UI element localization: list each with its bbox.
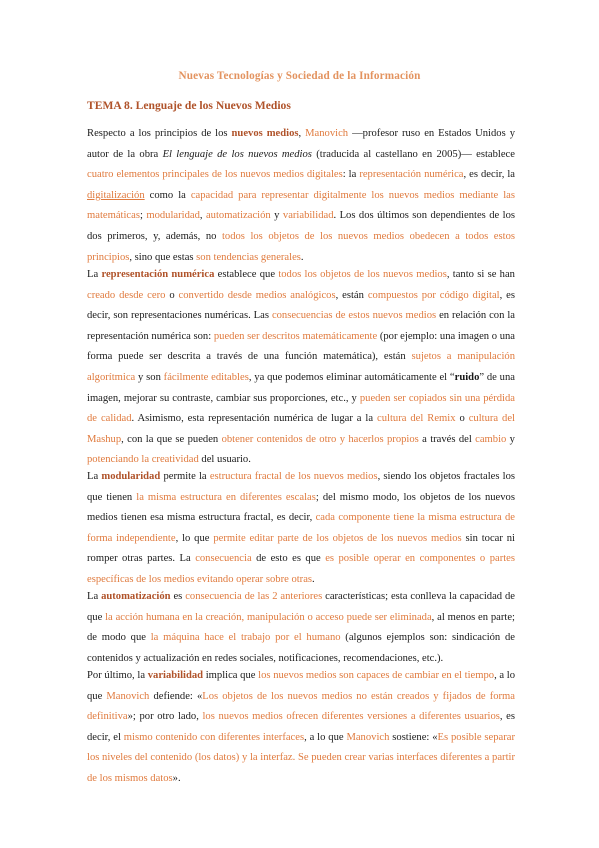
- highlighted-text: modularidad: [146, 210, 200, 222]
- highlighted-text: automatización: [205, 210, 271, 222]
- highlighted-text: cambio: [475, 433, 507, 445]
- paragraph-text: ; del mismo modo, los objetos de los nuevos medios tienen esa misma estructura fractal, es decir,: [87, 491, 515, 524]
- highlighted-text: cultura del Mashup: [87, 413, 515, 445]
- paragraph-text: como la: [144, 189, 191, 201]
- paragraph-text: permite la: [160, 471, 210, 482]
- highlighted-text: consecuencia: [195, 553, 252, 565]
- paragraph-text: en relación con la representación numérica son:: [87, 310, 516, 342]
- paragraph-text: , ya que podemos eliminar automáticamente el “: [248, 371, 455, 383]
- paragraph-variabilidad: [87, 666, 515, 790]
- highlighted-text: nuevos medios: [231, 128, 299, 139]
- highlighted-text: Manovich: [305, 128, 349, 139]
- paragraph-text: establece que: [214, 269, 279, 280]
- paragraph-text: .: [312, 573, 315, 585]
- highlighted-text: los nuevos medios son capaces de cambiar en el tiempo: [258, 670, 495, 681]
- highlighted-text: variabilidad: [282, 210, 334, 222]
- highlighted-text: la acción humana en la creación, manipulación o acceso puede ser eliminada: [105, 611, 432, 623]
- paragraph-text: , siendo los objetos fractales los que tienen: [87, 471, 516, 503]
- paragraph-text: Por último, la: [87, 670, 148, 681]
- highlighted-text: mismo contenido con diferentes interfaces: [123, 731, 305, 743]
- paragraph-text: es: [170, 591, 186, 602]
- highlighted-text: representación numérica: [359, 169, 464, 181]
- highlighted-text: pueden ser copiados sin una pérdida de calidad: [87, 392, 515, 425]
- paragraph-text: defiende: «: [149, 690, 203, 702]
- highlighted-text: ruido: [454, 371, 480, 383]
- highlighted-text: convertido desde medios analógicos: [178, 289, 336, 301]
- paragraph-text: o: [165, 289, 179, 301]
- highlighted-text: todos los objetos de los nuevos medios obedecen a todos estos principios: [87, 230, 515, 263]
- paragraph-text: —profesor ruso en Estados Unidos y autor de la obra: [87, 128, 515, 160]
- highlighted-text: la misma estructura en diferentes escalas: [136, 491, 316, 503]
- paragraph-text: , es decir, el: [87, 711, 515, 743]
- highlighted-text: variabilidad: [147, 670, 204, 681]
- paragraph-text: o: [455, 413, 469, 425]
- paragraph-text: características; esta conlleva la capacidad de que: [87, 591, 515, 623]
- paragraph-text: , a lo que: [87, 670, 516, 702]
- highlighted-text: sujetos a manipulación algorítmica: [87, 351, 515, 383]
- paragraph-text: La: [87, 591, 102, 602]
- highlighted-text: Es posible separar los niveles del contenido (los datos) y la interfaz. Se pueden crear varias interfaces diferentes a partir de los mismos datos: [87, 731, 516, 784]
- highlighted-text: permite editar parte de los objetos de los nuevos medios: [213, 532, 462, 544]
- paragraph-modularidad: [87, 467, 515, 591]
- paragraph-principios: [87, 124, 515, 268]
- paragraph-text: sostiene: «: [389, 731, 438, 743]
- highlighted-text: cultura del Remix: [377, 413, 456, 425]
- highlighted-text: es posible operar en componentes o partes específicas de los medios evitando operar sobre otras: [87, 553, 515, 585]
- highlighted-text: todos los objetos de los nuevos medios: [278, 269, 447, 280]
- highlighted-text: capacidad para representar digitalmente los nuevos medios mediante las matemáticas: [87, 189, 515, 222]
- highlighted-text: Manovich: [106, 690, 150, 702]
- highlighted-text: son tendencias generales: [196, 251, 301, 263]
- highlighted-text: creado desde cero: [87, 289, 166, 301]
- paragraph-representacion-numerica: [87, 265, 515, 471]
- highlighted-text: obtener contenidos de otro y hacerlos propios: [221, 433, 419, 445]
- paragraph-text: , a lo que: [304, 731, 347, 743]
- paragraph-text: , sino que estas: [129, 251, 197, 263]
- paragraph-text: .: [300, 251, 304, 263]
- highlighted-text: estructura fractal de los nuevos medios: [209, 471, 378, 482]
- paragraph-text: . Asimismo, esta representación numérica de lugar a la: [131, 413, 378, 425]
- paragraph-text: y son: [135, 371, 164, 383]
- highlighted-text: cada componente tiene la misma estructura de forma independiente: [87, 512, 515, 544]
- highlighted-text: consecuencia de las 2 anteriores: [185, 591, 323, 602]
- highlighted-text: representación numérica: [101, 269, 215, 280]
- paragraph-text: , es decir, la: [463, 169, 515, 181]
- paragraph-text: a través del: [418, 433, 476, 445]
- highlighted-text: los nuevos medios ofrecen diferentes versiones a diferentes usuarios: [202, 711, 500, 723]
- paragraph-automatizacion: [87, 587, 515, 669]
- highlighted-text: consecuencias de estos nuevos medios: [271, 310, 437, 322]
- paragraph-text: Respecto a los principios de los: [87, 128, 232, 139]
- highlighted-text: automatización: [101, 591, 171, 602]
- paragraph-text: La: [87, 269, 102, 280]
- section-title: TEMA 8. Lenguaje de los Nuevos Medios: [87, 99, 291, 112]
- paragraph-text: (por ejemplo: una imagen o una forma puede ser descrita a través de una función matemática), están: [87, 330, 515, 363]
- highlighted-text: fácilmente editables: [163, 371, 249, 383]
- paragraph-text: ” de una imagen, mejorar su contraste, cambiar sus proporciones, etc., y: [87, 371, 515, 404]
- paragraph-text: ».: [172, 772, 181, 784]
- highlighted-text: potenciando la creatividad: [87, 454, 199, 466]
- paragraph-text: . Los dos últimos son dependientes de los dos primeros, y, además, no: [87, 210, 516, 242]
- paragraph-text: ,: [298, 128, 306, 139]
- paragraph-text: ,: [199, 210, 206, 222]
- highlighted-text: modularidad: [101, 471, 161, 482]
- highlighted-text: El lenguaje de los nuevos medios: [162, 148, 312, 160]
- highlighted-text: Manovich: [346, 731, 390, 743]
- highlighted-text: compuestos por código digital: [367, 289, 500, 301]
- paragraph-text: : la: [342, 169, 360, 181]
- highlighted-text: pueden ser descritos matemáticamente: [213, 330, 378, 342]
- highlighted-text: la máquina hace el trabajo por el humano: [150, 632, 341, 644]
- paragraph-text: , tanto si se han: [446, 269, 515, 280]
- paragraph-text: (algunos ejemplos son: sindicación de contenidos y actualización en redes sociales, notificaciones, recomendaciones, etc.).: [87, 632, 515, 664]
- paragraph-text: ;: [139, 210, 147, 222]
- highlighted-text: digitalización: [87, 189, 145, 201]
- paragraph-text: del usuario.: [198, 454, 251, 466]
- paragraph-text: sin tocar ni romper otras partes. La: [87, 532, 515, 565]
- paragraph-text: La: [87, 471, 102, 482]
- paragraph-text: »; por otro lado,: [127, 711, 203, 723]
- highlighted-text: Los objetos de los nuevos medios no están creados y fijados de forma definitiva: [87, 690, 515, 723]
- paragraph-text: , con la que se pueden: [121, 433, 222, 445]
- paragraph-text: y: [270, 210, 283, 222]
- paragraph-text: , están: [335, 289, 368, 301]
- paragraph-text: (traducida al castellano en 2005)— establece: [311, 148, 515, 160]
- paragraph-text: , al menos en parte; de modo que: [87, 611, 515, 644]
- paragraph-text: implica que: [203, 670, 259, 681]
- document-header: Nuevas Tecnologías y Sociedad de la Información: [178, 70, 421, 82]
- paragraph-text: de esto es que: [251, 553, 326, 565]
- paragraph-text: y: [506, 433, 515, 445]
- paragraph-text: , es decir, son representaciones numéricas. Las: [87, 289, 516, 322]
- highlighted-text: cuatro elementos principales de los nuevos medios digitales: [87, 169, 343, 181]
- paragraph-text: , lo que: [175, 532, 214, 544]
